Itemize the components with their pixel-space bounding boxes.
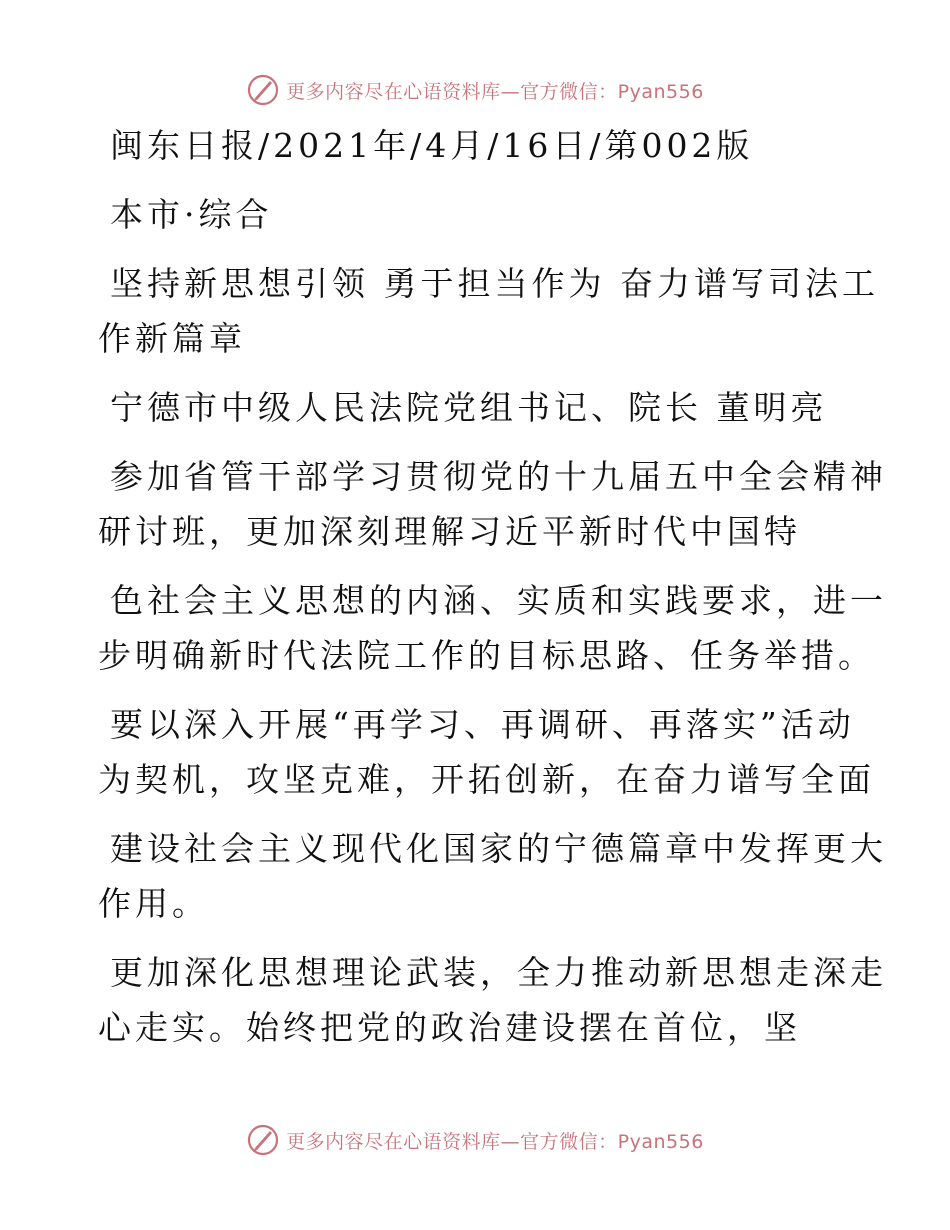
section-label: 本市·综合 — [110, 195, 273, 234]
paragraph-1: 参加省管干部学习贯彻党的十九届五中全会精神 研讨班，更加深刻理解习近平新时代中国特 — [98, 457, 887, 551]
bottom-watermark-banner — [0, 1120, 950, 1160]
paragraph-4: 建设社会主义现代化国家的宁德篇章中发挥更大 作用。 — [98, 829, 887, 923]
quill-pen-circle-icon — [246, 1123, 280, 1157]
article-title: 坚持新思想引领 勇于担当作为 奋力谱写司法工 作新篇章 — [98, 264, 879, 358]
watermark-text: 更多内容尽在心语资料库—官方微信：Pyan556 — [286, 80, 704, 103]
watermark-text: 更多内容尽在心语资料库—官方微信：Pyan556 — [286, 1130, 704, 1153]
top-watermark-banner — [0, 70, 950, 110]
article-body — [98, 118, 887, 1055]
paragraph-3: 要以深入开展“再学习、再调研、再落实”活动 为契机，攻坚克难，开拓创新，在奋力谱写全面 — [98, 705, 875, 799]
quill-pen-circle-icon — [246, 73, 280, 107]
dateline: 闽东日报/2021年/4月/16日/第002版 — [110, 126, 754, 165]
article-author: 宁德市中级人民法院党组书记、院长 董明亮 — [110, 388, 828, 427]
paragraph-2: 色社会主义思想的内涵、实质和实践要求，进一 步明确新时代法院工作的目标思路、任务举措。 — [98, 581, 887, 675]
paragraph-5: 更加深化思想理论武装，全力推动新思想走深走 心走实。始终把党的政治建设摆在首位，坚 — [98, 953, 887, 1047]
